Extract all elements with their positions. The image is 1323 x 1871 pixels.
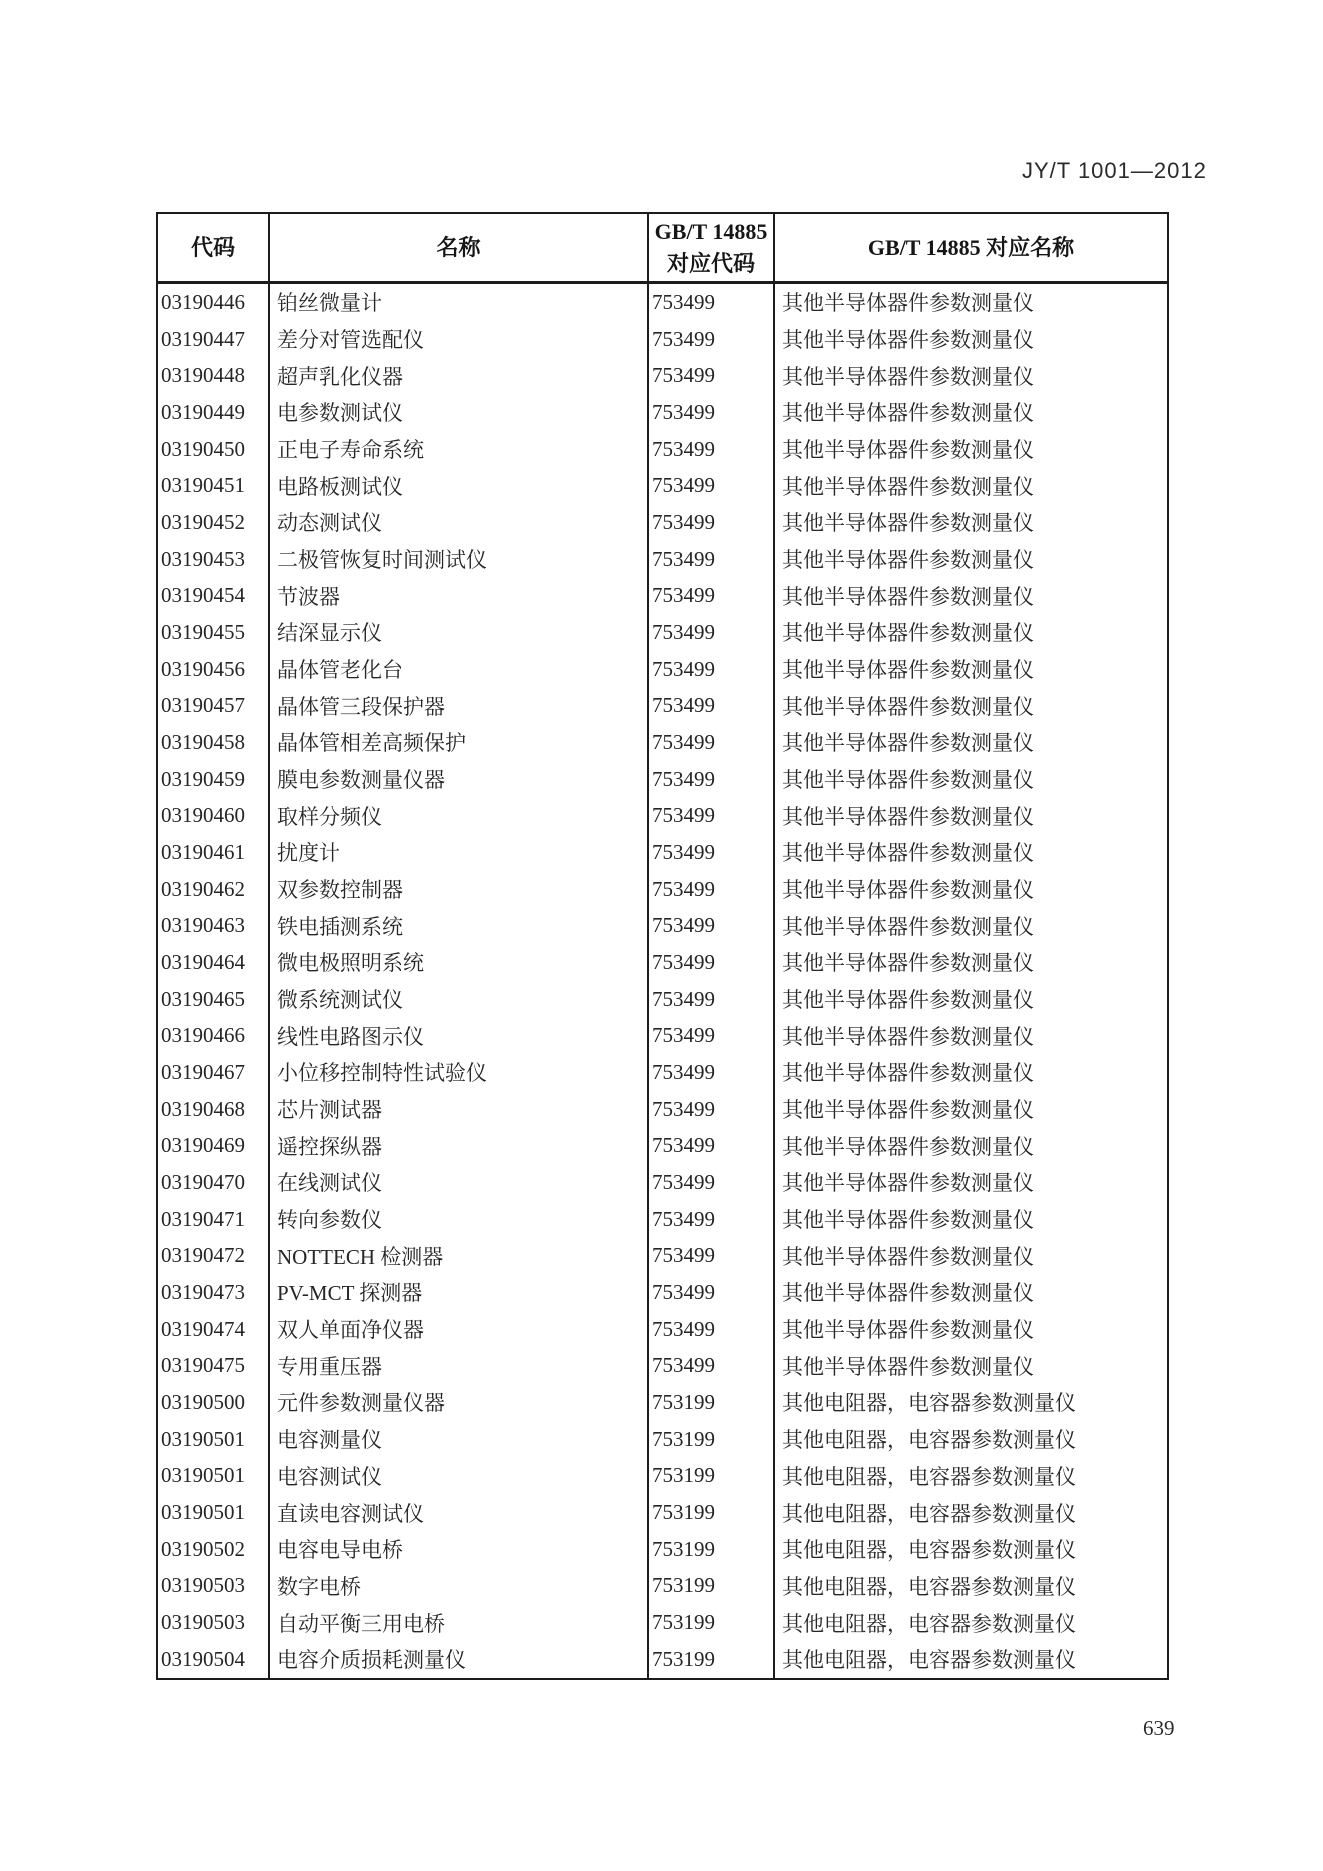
gbt-code-cell: 753499 <box>648 1201 774 1238</box>
gbt-code-cell: 753499 <box>648 1164 774 1201</box>
table-row <box>157 1347 1168 1384</box>
header-code: 代码 <box>157 213 269 283</box>
gbt-name-cell: 其他半导体器件参数测量仪 <box>782 1134 1034 1159</box>
table-row <box>157 1274 1168 1311</box>
table-row <box>157 1054 1168 1091</box>
header-gbt-code <box>648 213 774 283</box>
name-cell: 芯片测试器 <box>269 1091 648 1128</box>
code-cell: 03190466 <box>157 1017 269 1054</box>
gbt-code-cell: 753199 <box>648 1458 774 1495</box>
code-cell: 03190503 <box>157 1604 269 1641</box>
gbt-name-cell: 其他半导体器件参数测量仪 <box>782 878 1034 903</box>
name-cell: 正电子寿命系统 <box>269 431 648 468</box>
gbt-code-cell: 753499 <box>648 504 774 541</box>
code-cell: 03190449 <box>157 394 269 431</box>
name-cell: 二极管恢复时间测试仪 <box>269 541 648 578</box>
code-cell: 03190456 <box>157 651 269 688</box>
gbt-code-cell: 753499 <box>648 1091 774 1128</box>
code-cell: 03190467 <box>157 1054 269 1091</box>
gbt-name-cell: 其他半导体器件参数测量仪 <box>782 401 1034 426</box>
gbt-code-cell: 753199 <box>648 1421 774 1458</box>
gbt-name-cell: 其他半导体器件参数测量仪 <box>782 621 1034 646</box>
name-cell: 转向参数仪 <box>269 1201 648 1238</box>
name-cell: 节波器 <box>269 577 648 614</box>
table-row <box>157 1017 1168 1054</box>
name-cell: 电容测量仪 <box>269 1421 648 1458</box>
name-cell: 自动平衡三用电桥 <box>269 1604 648 1641</box>
gbt-code-cell: 753499 <box>648 834 774 871</box>
gbt-name-cell: 其他半导体器件参数测量仪 <box>782 291 1034 316</box>
name-cell: 数字电桥 <box>269 1568 648 1605</box>
name-cell: 晶体管相差高频保护 <box>269 724 648 761</box>
table-row <box>157 467 1168 504</box>
table-row <box>157 1604 1168 1641</box>
gbt-code-cell: 753499 <box>648 761 774 798</box>
gbt-code-cell: 753499 <box>648 907 774 944</box>
gbt-code-cell: 753199 <box>648 1384 774 1421</box>
gbt-code-cell: 753499 <box>648 1237 774 1274</box>
gbt-name-cell: 其他半导体器件参数测量仪 <box>782 988 1034 1013</box>
gbt-name-cell: 其他半导体器件参数测量仪 <box>782 1098 1034 1123</box>
gbt-name-cell: 其他半导体器件参数测量仪 <box>782 1244 1034 1269</box>
code-cell: 03190472 <box>157 1237 269 1274</box>
name-cell: 在线测试仪 <box>269 1164 648 1201</box>
gbt-name-cell: 其他电阻器，电容器参数测量仪 <box>782 1648 1076 1673</box>
gbt-name-cell: 其他半导体器件参数测量仪 <box>782 731 1034 756</box>
table-row <box>157 357 1168 394</box>
gbt-code-cell: 753499 <box>648 724 774 761</box>
code-cell: 03190501 <box>157 1421 269 1458</box>
table-row <box>157 1494 1168 1531</box>
gbt-name-cell: 其他电阻器，电容器参数测量仪 <box>782 1391 1076 1416</box>
code-cell: 03190461 <box>157 834 269 871</box>
name-cell: 膜电参数测量仪器 <box>269 761 648 798</box>
gbt-name-cell: 其他电阻器，电容器参数测量仪 <box>782 1428 1076 1453</box>
code-mapping-table <box>156 212 1169 1680</box>
gbt-code-cell: 753499 <box>648 1311 774 1348</box>
code-cell: 03190470 <box>157 1164 269 1201</box>
table-row <box>157 1201 1168 1238</box>
table-row <box>157 394 1168 431</box>
table-row <box>157 981 1168 1018</box>
name-cell: 结深显示仪 <box>269 614 648 651</box>
gbt-code-cell: 753499 <box>648 577 774 614</box>
gbt-code-cell: 753199 <box>648 1531 774 1568</box>
table-row <box>157 797 1168 834</box>
gbt-name-cell: 其他半导体器件参数测量仪 <box>782 694 1034 719</box>
gbt-name-cell: 其他半导体器件参数测量仪 <box>782 1318 1034 1343</box>
page-number: 639 <box>1143 1716 1175 1740</box>
name-cell: 动态测试仪 <box>269 504 648 541</box>
code-cell: 03190454 <box>157 577 269 614</box>
gbt-code-cell: 753499 <box>648 1274 774 1311</box>
header-gbt-code-line1: GB/T 14885 <box>654 218 768 244</box>
name-cell: 专用重压器 <box>269 1347 648 1384</box>
standard-reference: JY/T 1001—2012 <box>1022 158 1207 183</box>
gbt-name-cell: 其他半导体器件参数测量仪 <box>782 804 1034 829</box>
name-cell: 微系统测试仪 <box>269 981 648 1018</box>
gbt-name-cell: 其他半导体器件参数测量仪 <box>782 841 1034 866</box>
gbt-code-cell: 753199 <box>648 1568 774 1605</box>
name-cell: 晶体管三段保护器 <box>269 687 648 724</box>
code-cell: 03190462 <box>157 871 269 908</box>
table-header <box>157 213 1168 283</box>
table-row <box>157 504 1168 541</box>
code-cell: 03190469 <box>157 1127 269 1164</box>
table-row <box>157 321 1168 358</box>
code-cell: 03190447 <box>157 321 269 358</box>
gbt-name-cell: 其他半导体器件参数测量仪 <box>782 438 1034 463</box>
code-cell: 03190501 <box>157 1494 269 1531</box>
gbt-code-cell: 753499 <box>648 321 774 358</box>
gbt-name-cell: 其他半导体器件参数测量仪 <box>782 658 1034 683</box>
table-row <box>157 761 1168 798</box>
table-row <box>157 1421 1168 1458</box>
header-gbt-code-line2: 对应代码 <box>666 250 755 276</box>
table-row <box>157 1164 1168 1201</box>
gbt-code-cell: 753499 <box>648 614 774 651</box>
code-cell: 03190503 <box>157 1568 269 1605</box>
code-cell: 03190468 <box>157 1091 269 1128</box>
gbt-name-cell: 其他半导体器件参数测量仪 <box>782 1281 1034 1306</box>
gbt-code-cell: 753199 <box>648 1604 774 1641</box>
gbt-code-cell: 753499 <box>648 1017 774 1054</box>
code-cell: 03190471 <box>157 1201 269 1238</box>
gbt-name-cell: 其他电阻器，电容器参数测量仪 <box>782 1574 1076 1599</box>
gbt-name-cell: 其他半导体器件参数测量仪 <box>782 1208 1034 1233</box>
code-cell: 03190465 <box>157 981 269 1018</box>
table-row <box>157 1311 1168 1348</box>
gbt-name-cell: 其他半导体器件参数测量仪 <box>782 548 1034 573</box>
code-cell: 03190453 <box>157 541 269 578</box>
code-cell: 03190501 <box>157 1458 269 1495</box>
code-cell: 03190504 <box>157 1641 269 1679</box>
table-row <box>157 907 1168 944</box>
code-cell: 03190455 <box>157 614 269 651</box>
code-cell: 03190460 <box>157 797 269 834</box>
code-cell: 03190463 <box>157 907 269 944</box>
table-row <box>157 1531 1168 1568</box>
header-name: 名称 <box>269 213 648 283</box>
gbt-code-cell: 753499 <box>648 431 774 468</box>
code-cell: 03190452 <box>157 504 269 541</box>
gbt-name-cell: 其他半导体器件参数测量仪 <box>782 474 1034 499</box>
code-cell: 03190464 <box>157 944 269 981</box>
name-cell: 小位移控制特性试验仪 <box>269 1054 648 1091</box>
gbt-code-cell: 753499 <box>648 981 774 1018</box>
gbt-name-cell: 其他电阻器，电容器参数测量仪 <box>782 1501 1076 1526</box>
table-row <box>157 1127 1168 1164</box>
code-cell: 03190474 <box>157 1311 269 1348</box>
gbt-name-cell: 其他半导体器件参数测量仪 <box>782 364 1034 389</box>
table-row <box>157 834 1168 871</box>
gbt-code-cell: 753499 <box>648 797 774 834</box>
table-row <box>157 1237 1168 1274</box>
gbt-code-cell: 753499 <box>648 467 774 504</box>
gbt-code-cell: 753499 <box>648 541 774 578</box>
code-cell: 03190475 <box>157 1347 269 1384</box>
gbt-name-cell: 其他半导体器件参数测量仪 <box>782 328 1034 352</box>
name-cell: 遥控探纵器 <box>269 1127 648 1164</box>
table-row <box>157 577 1168 614</box>
table-row <box>157 1568 1168 1605</box>
table-row <box>157 651 1168 688</box>
code-cell: 03190500 <box>157 1384 269 1421</box>
gbt-code-cell: 753499 <box>648 1127 774 1164</box>
name-cell: 线性电路图示仪 <box>269 1017 648 1054</box>
gbt-name-cell: 其他半导体器件参数测量仪 <box>782 1024 1034 1049</box>
name-cell: 电路板测试仪 <box>269 467 648 504</box>
code-cell: 03190451 <box>157 467 269 504</box>
gbt-name-cell: 其他半导体器件参数测量仪 <box>782 951 1034 976</box>
code-cell: 03190448 <box>157 357 269 394</box>
gbt-code-cell: 753499 <box>648 944 774 981</box>
name-cell: 元件参数测量仪器 <box>269 1384 648 1421</box>
gbt-code-cell: 753499 <box>648 357 774 394</box>
gbt-code-cell: 753499 <box>648 687 774 724</box>
gbt-code-cell: 753499 <box>648 1347 774 1384</box>
gbt-code-cell: 753499 <box>648 1054 774 1091</box>
gbt-name-cell: 其他半导体器件参数测量仪 <box>782 1171 1034 1196</box>
name-cell: PV-MCT 探测器 <box>269 1274 648 1311</box>
gbt-code-cell: 753199 <box>648 1494 774 1531</box>
name-cell: 双人单面净仪器 <box>269 1311 648 1348</box>
gbt-name-cell: 其他电阻器，电容器参数测量仪 <box>782 1611 1076 1636</box>
name-cell: 电容测试仪 <box>269 1458 648 1495</box>
gbt-name-cell: 其他半导体器件参数测量仪 <box>782 914 1034 939</box>
name-cell: 超声乳化仪器 <box>269 357 648 394</box>
table-row <box>157 541 1168 578</box>
table-row <box>157 1091 1168 1128</box>
code-cell: 03190458 <box>157 724 269 761</box>
table-row <box>157 1641 1168 1679</box>
name-cell: 电容电导电桥 <box>269 1531 648 1568</box>
table-row <box>157 724 1168 761</box>
code-cell: 03190446 <box>157 283 269 321</box>
table-body <box>157 283 1168 1679</box>
name-cell: 微电极照明系统 <box>269 944 648 981</box>
name-cell: 差分对管选配仪 <box>269 321 648 358</box>
code-cell: 03190473 <box>157 1274 269 1311</box>
name-cell: 铁电插测系统 <box>269 907 648 944</box>
table-row <box>157 871 1168 908</box>
name-cell: 扰度计 <box>269 834 648 871</box>
gbt-name-cell: 其他半导体器件参数测量仪 <box>782 511 1034 536</box>
table-row <box>157 431 1168 468</box>
name-cell: 电参数测试仪 <box>269 394 648 431</box>
table-row <box>157 1384 1168 1421</box>
gbt-name-cell: 其他电阻器，电容器参数测量仪 <box>782 1464 1076 1489</box>
code-cell: 03190457 <box>157 687 269 724</box>
code-cell: 03190502 <box>157 1531 269 1568</box>
gbt-code-cell: 753499 <box>648 283 774 321</box>
name-cell: NOTTECH 检测器 <box>269 1237 648 1274</box>
name-cell: 双参数控制器 <box>269 871 648 908</box>
code-cell: 03190450 <box>157 431 269 468</box>
header-gbt-name: GB/T 14885 对应名称 <box>774 213 1168 283</box>
name-cell: 取样分频仪 <box>269 797 648 834</box>
name-cell: 晶体管老化台 <box>269 651 648 688</box>
name-cell: 直读电容测试仪 <box>269 1494 648 1531</box>
gbt-code-cell: 753199 <box>648 1641 774 1679</box>
table-row <box>157 1458 1168 1495</box>
gbt-code-cell: 753499 <box>648 871 774 908</box>
gbt-name-cell: 其他半导体器件参数测量仪 <box>782 1061 1034 1086</box>
gbt-code-cell: 753499 <box>648 651 774 688</box>
name-cell: 铂丝微量计 <box>269 283 648 321</box>
gbt-name-cell: 其他电阻器，电容器参数测量仪 <box>782 1538 1076 1563</box>
table-row <box>157 283 1168 321</box>
code-cell: 03190459 <box>157 761 269 798</box>
gbt-name-cell: 其他半导体器件参数测量仪 <box>782 584 1034 609</box>
gbt-name-cell: 其他半导体器件参数测量仪 <box>782 1354 1034 1379</box>
table-row <box>157 614 1168 651</box>
gbt-name-cell: 其他半导体器件参数测量仪 <box>782 768 1034 793</box>
table-row <box>157 944 1168 981</box>
name-cell: 电容介质损耗测量仪 <box>269 1641 648 1679</box>
table-row <box>157 687 1168 724</box>
gbt-code-cell: 753499 <box>648 394 774 431</box>
